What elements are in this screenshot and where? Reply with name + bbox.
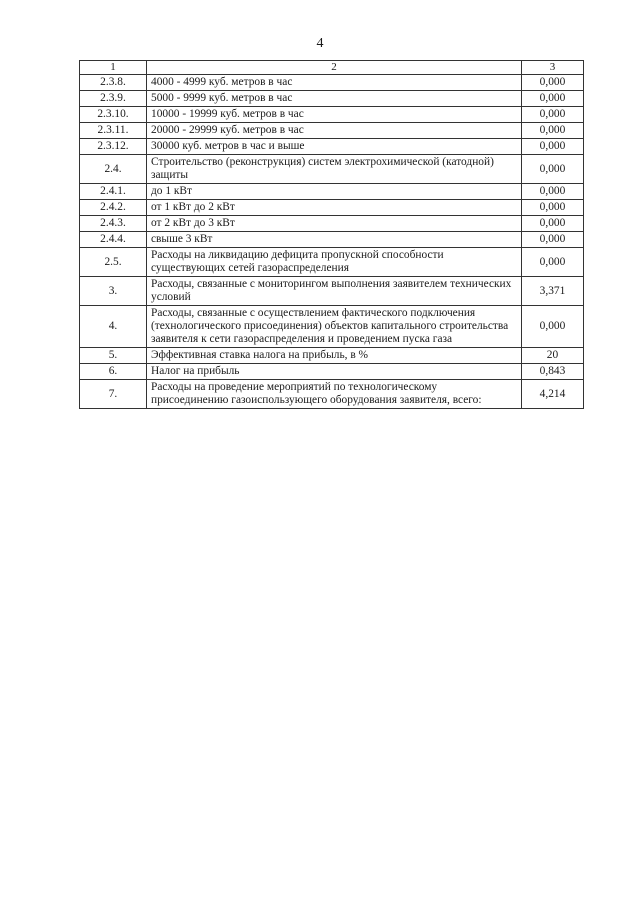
row-name: 4000 - 4999 куб. метров в час xyxy=(147,75,522,91)
row-number: 5. xyxy=(80,348,147,364)
table-row xyxy=(80,216,584,232)
row-value: 0,000 xyxy=(522,75,584,91)
row-value: 0,000 xyxy=(522,91,584,107)
row-number: 2.3.8. xyxy=(80,75,147,91)
row-name: 30000 куб. метров в час и выше xyxy=(147,139,522,155)
row-number: 2.5. xyxy=(80,248,147,277)
table-row xyxy=(80,232,584,248)
table-row xyxy=(80,277,584,306)
row-number: 2.3.10. xyxy=(80,107,147,123)
table-row xyxy=(80,380,584,409)
table-row xyxy=(80,91,584,107)
table-row xyxy=(80,348,584,364)
row-name: 20000 - 29999 куб. метров в час xyxy=(147,123,522,139)
table-row xyxy=(80,184,584,200)
table-row xyxy=(80,123,584,139)
table-row xyxy=(80,75,584,91)
header-col-2: 2 xyxy=(147,61,522,75)
row-number: 2.4.2. xyxy=(80,200,147,216)
row-name: 5000 - 9999 куб. метров в час xyxy=(147,91,522,107)
row-value: 0,000 xyxy=(522,248,584,277)
row-name: от 2 кВт до 3 кВт xyxy=(147,216,522,232)
row-value: 0,000 xyxy=(522,200,584,216)
header-col-1: 1 xyxy=(80,61,147,75)
row-number: 2.3.9. xyxy=(80,91,147,107)
row-name: 10000 - 19999 куб. метров в час xyxy=(147,107,522,123)
row-value: 0,000 xyxy=(522,155,584,184)
row-value: 0,000 xyxy=(522,107,584,123)
row-name: до 1 кВт xyxy=(147,184,522,200)
table-row xyxy=(80,364,584,380)
row-number: 2.3.11. xyxy=(80,123,147,139)
row-name: Расходы, связанные с мониторингом выполнения заявителем технических условий xyxy=(147,277,522,306)
row-number: 2.4.3. xyxy=(80,216,147,232)
row-number: 6. xyxy=(80,364,147,380)
table-row xyxy=(80,306,584,348)
table-header-row xyxy=(80,61,584,75)
row-value: 0,000 xyxy=(522,123,584,139)
row-name: Налог на прибыль xyxy=(147,364,522,380)
row-value: 0,000 xyxy=(522,139,584,155)
row-name: Строительство (реконструкция) систем электрохимической (катодной) защиты xyxy=(147,155,522,184)
table-row xyxy=(80,139,584,155)
table-row xyxy=(80,107,584,123)
row-value: 0,000 xyxy=(522,232,584,248)
row-value: 0,843 xyxy=(522,364,584,380)
row-number: 2.3.12. xyxy=(80,139,147,155)
row-number: 3. xyxy=(80,277,147,306)
row-number: 7. xyxy=(80,380,147,409)
row-value: 20 xyxy=(522,348,584,364)
row-name: Расходы на ликвидацию дефицита пропускной способности существующих сетей газораспределения xyxy=(147,248,522,277)
table-row xyxy=(80,155,584,184)
row-number: 2.4. xyxy=(80,155,147,184)
row-value: 4,214 xyxy=(522,380,584,409)
row-name: Эффективная ставка налога на прибыль, в % xyxy=(147,348,522,364)
row-name: от 1 кВт до 2 кВт xyxy=(147,200,522,216)
table-row xyxy=(80,200,584,216)
row-number: 2.4.1. xyxy=(80,184,147,200)
row-name: Расходы на проведение мероприятий по технологическому присоединению газоиспользующего оборудования заявителя, всего: xyxy=(147,380,522,409)
tariff-table xyxy=(79,60,584,409)
row-value: 3,371 xyxy=(522,277,584,306)
row-number: 4. xyxy=(80,306,147,348)
row-value: 0,000 xyxy=(522,306,584,348)
header-col-3: 3 xyxy=(522,61,584,75)
table-row xyxy=(80,248,584,277)
row-value: 0,000 xyxy=(522,216,584,232)
row-number: 2.4.4. xyxy=(80,232,147,248)
row-value: 0,000 xyxy=(522,184,584,200)
row-name: Расходы, связанные с осуществлением фактического подключения (технологического присоединения) объектов капитального строительства заявителя к сети газораспределения и проведением пуска газа xyxy=(147,306,522,348)
page-number: 4 xyxy=(316,36,324,51)
row-name: свыше 3 кВт xyxy=(147,232,522,248)
